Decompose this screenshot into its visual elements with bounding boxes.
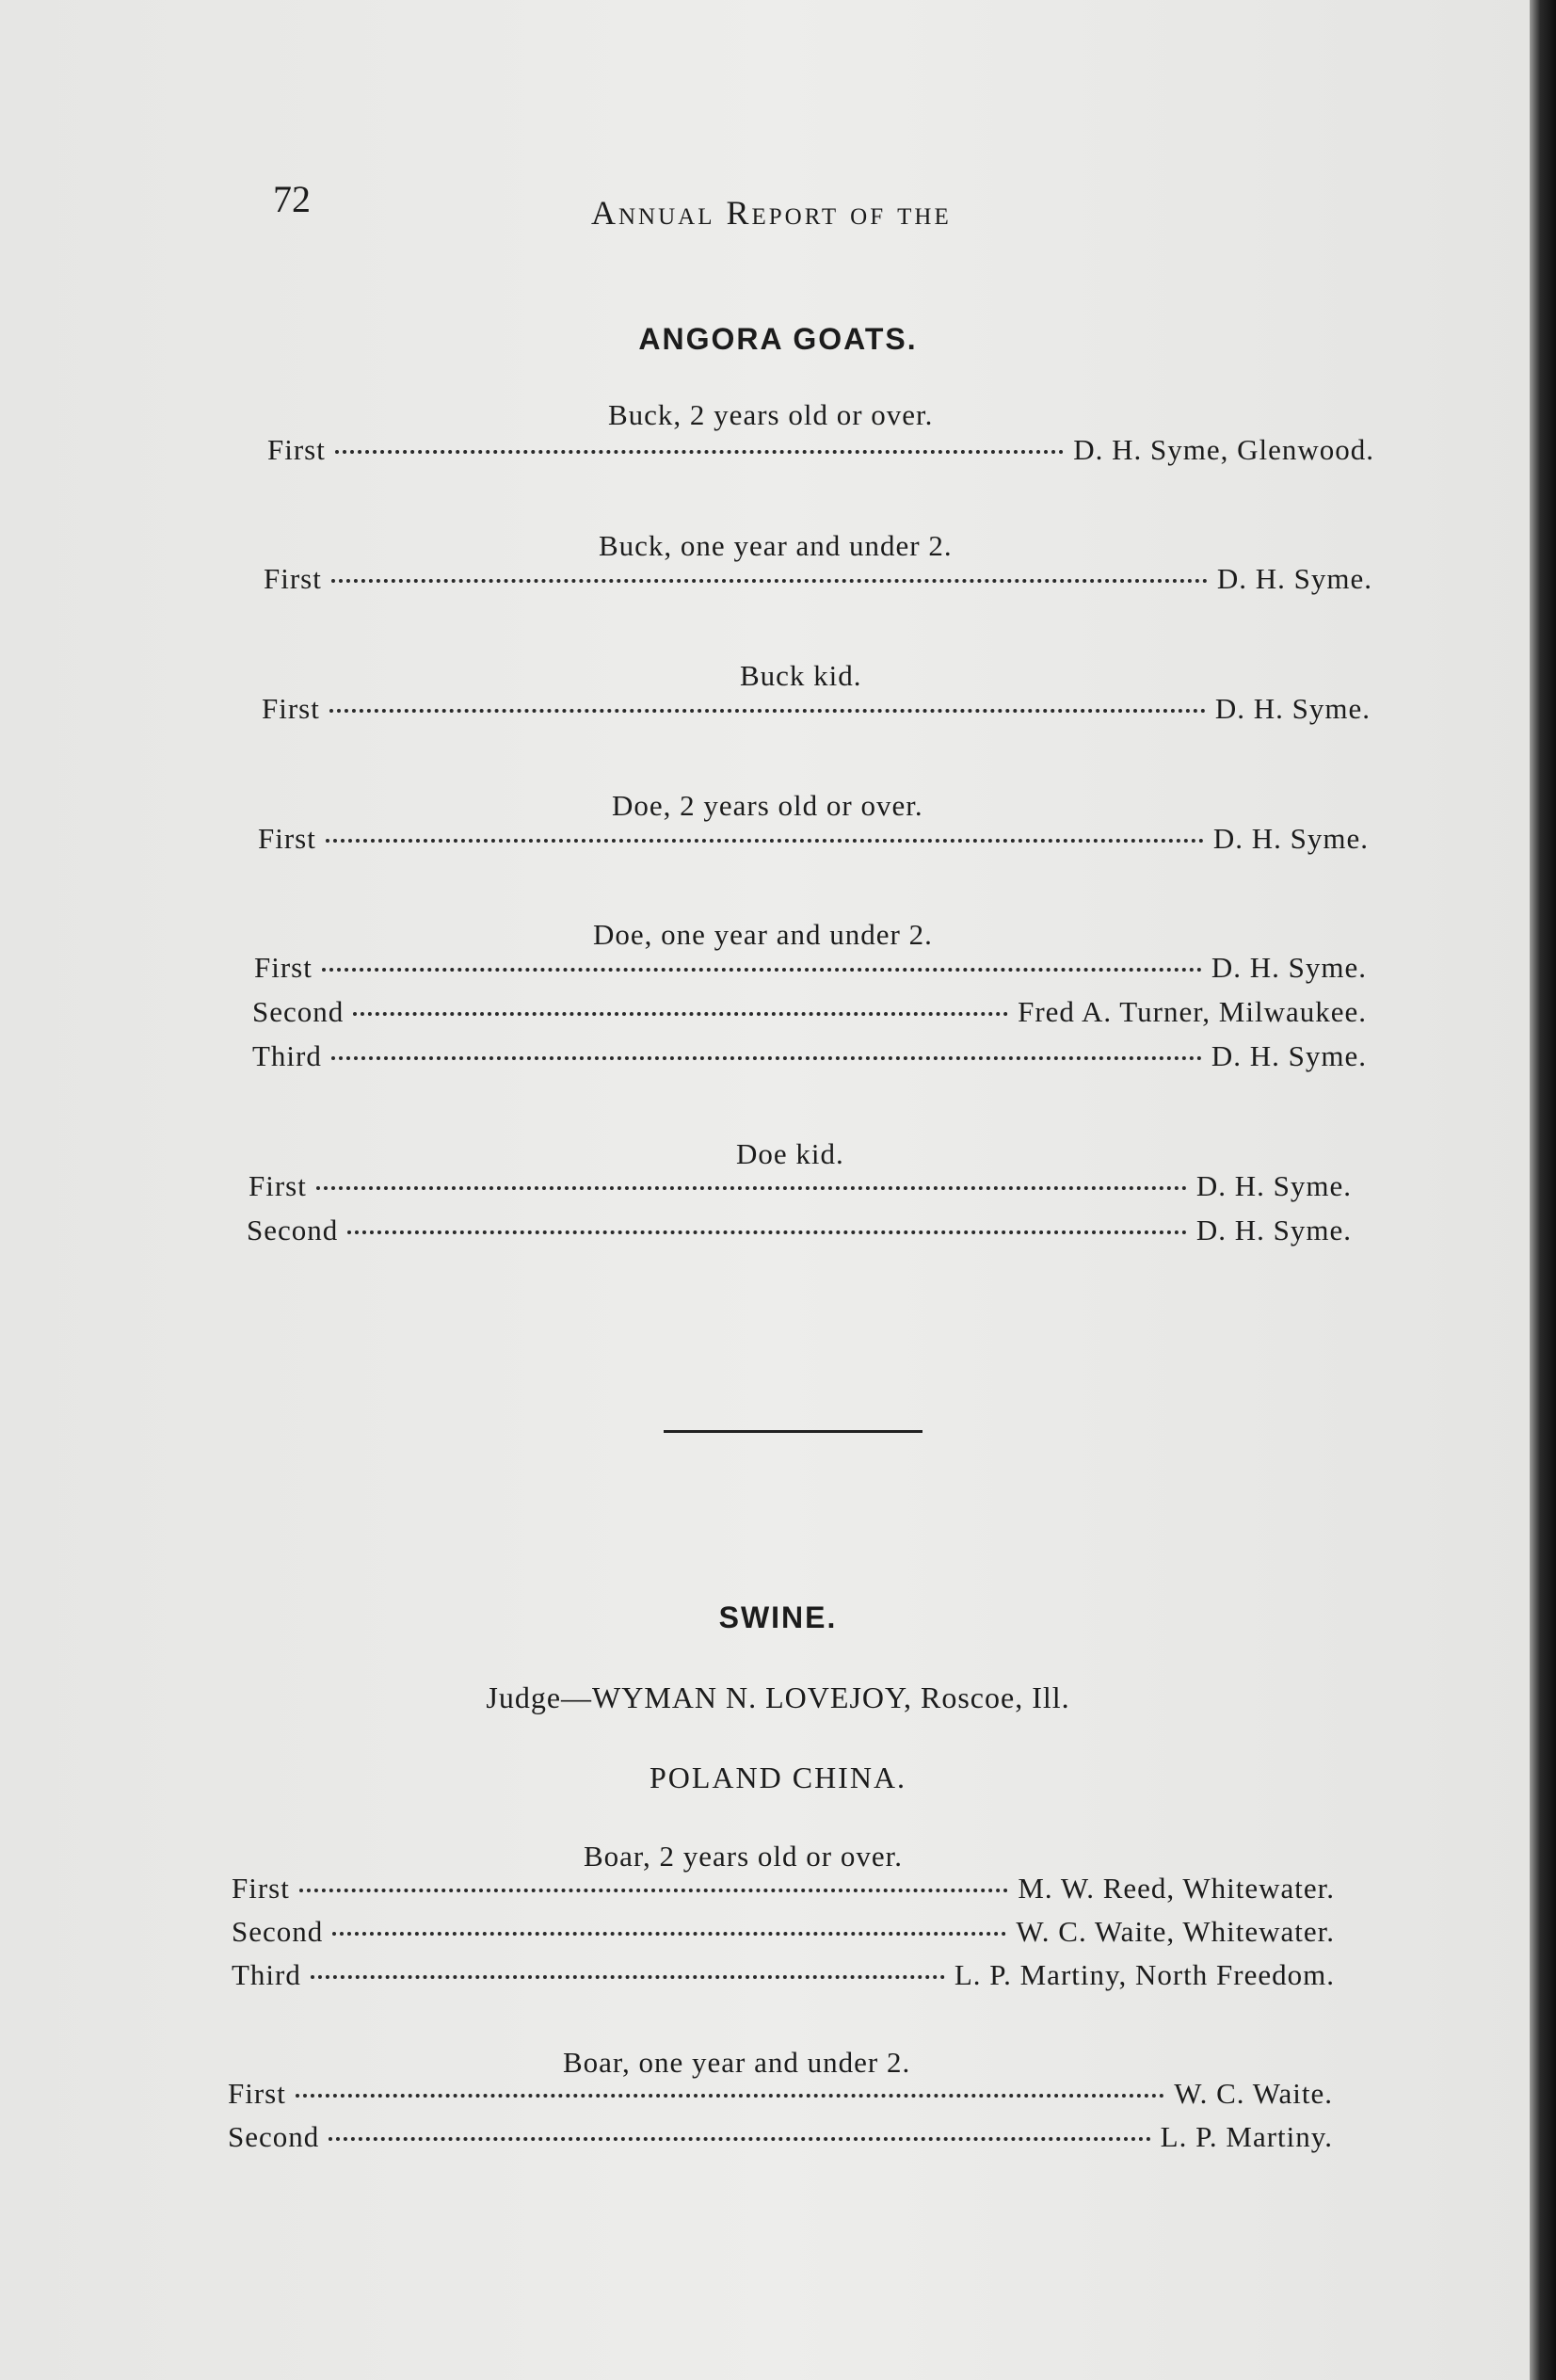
award-place: Third — [232, 1958, 301, 1991]
award-entry — [232, 1872, 1335, 1906]
award-winner: D. H. Syme. — [1211, 951, 1367, 984]
award-entry — [264, 562, 1372, 596]
award-entry — [228, 2077, 1333, 2111]
class-title: Buck, one year and under 2. — [599, 529, 953, 562]
dot-leader — [299, 1889, 1008, 1892]
award-entry — [232, 1958, 1335, 1992]
award-entry — [262, 692, 1371, 726]
award-place: First — [264, 562, 322, 595]
dot-leader — [335, 450, 1064, 454]
class-title: Doe, 2 years old or over. — [612, 789, 923, 822]
award-place: Second — [247, 1214, 339, 1246]
class-title: Boar, 2 years old or over. — [584, 1840, 903, 1873]
award-winner: D. H. Syme. — [1195, 1214, 1352, 1246]
dot-leader — [296, 2094, 1164, 2098]
award-place: Second — [232, 1915, 324, 1948]
section-divider — [664, 1430, 922, 1433]
page-edge-shadow — [1530, 0, 1556, 2380]
award-place: First — [258, 822, 316, 855]
class-title: Boar, one year and under 2. — [563, 2046, 911, 2079]
dot-leader — [326, 839, 1204, 843]
award-winner: L. P. Martiny. — [1160, 2120, 1333, 2153]
award-entry — [228, 2120, 1333, 2154]
award-entry — [258, 822, 1369, 856]
breed-title: POLAND CHINA. — [649, 1761, 907, 1794]
award-entry — [254, 951, 1367, 985]
award-winner: D. H. Syme. — [1214, 692, 1371, 725]
award-winner: L. P. Martiny, North Freedom. — [954, 1958, 1335, 1991]
dot-leader — [322, 968, 1202, 972]
award-winner: Fred A. Turner, Milwaukee. — [1018, 995, 1367, 1028]
award-place: Second — [228, 2120, 320, 2153]
award-winner: W. C. Waite. — [1174, 2077, 1333, 2110]
award-winner: D. H. Syme, Glenwood. — [1073, 433, 1374, 466]
dot-leader — [329, 2137, 1150, 2141]
award-winner: D. H. Syme. — [1195, 1169, 1352, 1202]
class-title: Buck, 2 years old or over. — [608, 398, 934, 431]
class-title: Doe, one year and under 2. — [593, 918, 933, 951]
award-place: First — [262, 692, 320, 725]
dot-leader — [329, 709, 1206, 713]
award-place: First — [254, 951, 313, 984]
dot-leader — [331, 579, 1208, 583]
class-title: Doe kid. — [736, 1137, 844, 1170]
running-head: Annual Report of the — [591, 194, 952, 232]
judge-line: Judge—WYMAN N. LOVEJOY, Roscoe, Ill. — [486, 1680, 1070, 1714]
award-entry — [267, 433, 1374, 467]
award-entry — [252, 995, 1367, 1029]
award-winner: W. C. Waite, Whitewater. — [1016, 1915, 1335, 1948]
class-title: Buck kid. — [740, 659, 862, 692]
award-entry — [247, 1214, 1352, 1247]
dot-leader — [353, 1012, 1008, 1016]
section-heading-angora: ANGORA GOATS. — [638, 322, 918, 356]
award-place: First — [267, 433, 326, 466]
award-place: Second — [252, 995, 345, 1028]
award-winner: D. H. Syme. — [1212, 822, 1369, 855]
section-heading-swine: SWINE. — [718, 1600, 838, 1634]
award-place: Third — [252, 1039, 322, 1072]
dot-leader — [347, 1230, 1187, 1234]
award-place: First — [232, 1872, 290, 1905]
page-number: 72 — [273, 178, 311, 220]
dot-leader — [316, 1186, 1187, 1190]
award-place: First — [228, 2077, 286, 2110]
award-entry — [252, 1039, 1367, 1073]
dot-leader — [311, 1975, 945, 1979]
dot-leader — [332, 1932, 1006, 1936]
dot-leader — [331, 1056, 1202, 1060]
award-place: First — [249, 1169, 307, 1202]
award-winner: M. W. Reed, Whitewater. — [1018, 1872, 1335, 1905]
award-entry — [249, 1169, 1352, 1203]
award-winner: D. H. Syme. — [1211, 1039, 1367, 1072]
award-entry — [232, 1915, 1335, 1949]
award-winner: D. H. Syme. — [1216, 562, 1372, 595]
